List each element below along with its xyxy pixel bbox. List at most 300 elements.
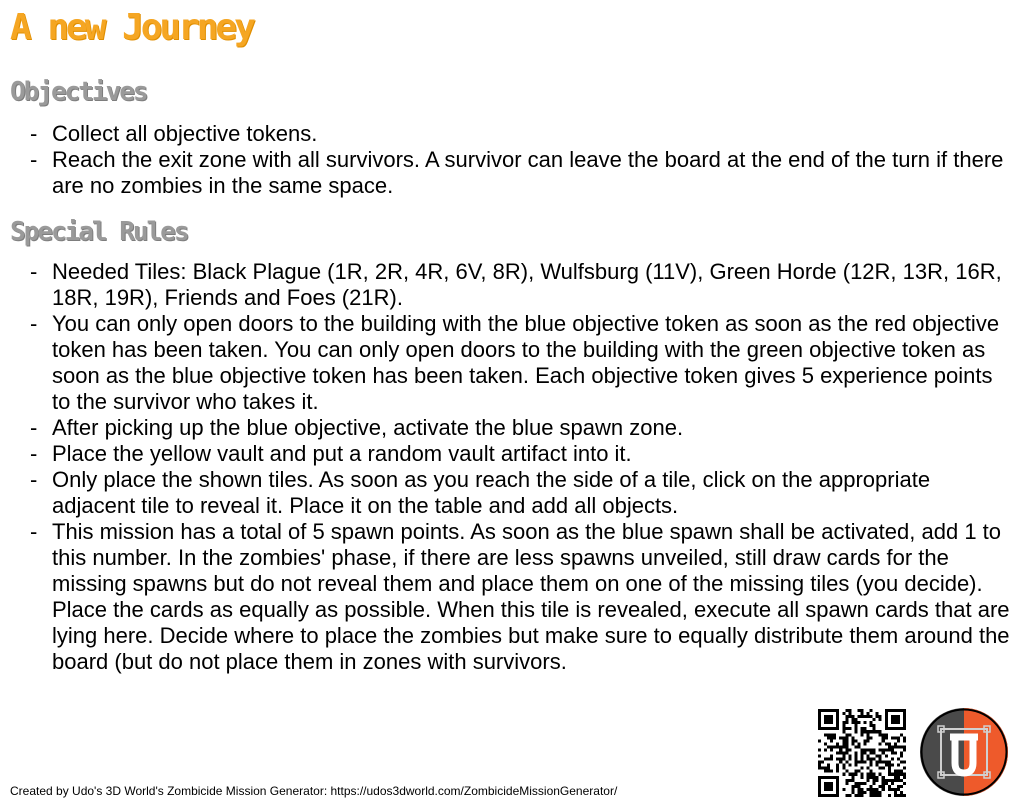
qr-module (848, 709, 851, 712)
qr-module (857, 782, 860, 785)
qr-module (833, 727, 836, 730)
qr-module (879, 758, 882, 761)
qr-module (873, 794, 876, 797)
qr-module (903, 773, 906, 776)
qr-module (885, 748, 888, 751)
qr-module (897, 788, 900, 791)
qr-module (882, 785, 885, 788)
qr-module (894, 736, 897, 739)
qr-module (854, 794, 857, 797)
qr-module (845, 761, 848, 764)
qr-module (836, 742, 839, 745)
qr-module (873, 730, 876, 733)
qr-module (864, 739, 867, 742)
qr-module (882, 788, 885, 791)
qr-module (882, 733, 885, 736)
qr-module (900, 745, 903, 748)
qr-module (851, 718, 854, 721)
qr-module (857, 709, 860, 712)
objective-text: Reach the exit zone with all survivors. A survivor can leave the board at the end of the turn if there are no zombies in the same space. (52, 147, 1004, 198)
qr-module (903, 721, 906, 724)
qr-module (897, 745, 900, 748)
qr-module (818, 718, 821, 721)
qr-module (900, 733, 903, 736)
qr-module (897, 727, 900, 730)
bullet-dash: - (30, 415, 38, 440)
qr-module (860, 712, 863, 715)
qr-module (885, 742, 888, 745)
qr-module (885, 782, 888, 785)
qr-module (854, 730, 857, 733)
qr-module (888, 785, 891, 788)
qr-module (876, 712, 879, 715)
qr-module (876, 715, 879, 718)
qr-module (818, 727, 821, 730)
qr-module (864, 742, 867, 745)
list-item (0, 467, 1010, 519)
qr-module (836, 776, 839, 779)
qr-module (818, 785, 821, 788)
bullet-dash: - (30, 519, 38, 544)
qr-module (867, 712, 870, 715)
qr-module (854, 770, 857, 773)
qr-module (888, 742, 891, 745)
qr-module (860, 794, 863, 797)
qr-module (860, 791, 863, 794)
qr-module (824, 788, 827, 791)
qr-module (836, 721, 839, 724)
qr-module (891, 773, 894, 776)
qr-module (876, 794, 879, 797)
qr-module (824, 785, 827, 788)
qr-module (873, 773, 876, 776)
qr-module (879, 748, 882, 751)
qr-module (900, 794, 903, 797)
qr-module (845, 748, 848, 751)
qr-module (894, 770, 897, 773)
qr-module (848, 779, 851, 782)
qr-module (845, 742, 848, 745)
qr-module (824, 770, 827, 773)
qr-module (885, 721, 888, 724)
qr-module (836, 751, 839, 754)
special-rules-list (0, 259, 1010, 675)
qr-module (864, 761, 867, 764)
rule-text: Only place the shown tiles. As soon as you reach the side of a tile, click on the appropriate adjacent tile to reveal it. Place it on the table and add all objects. (52, 467, 931, 518)
qr-module (903, 739, 906, 742)
qr-module (870, 724, 873, 727)
udos-logo-icon[interactable] (919, 707, 1009, 797)
qr-module (818, 794, 821, 797)
qr-module (873, 776, 876, 779)
qr-module (842, 758, 845, 761)
qr-module (897, 736, 900, 739)
qr-module (879, 733, 882, 736)
qr-module (888, 779, 891, 782)
qr-module (845, 794, 848, 797)
qr-module (903, 794, 906, 797)
qr-module (818, 724, 821, 727)
qr-module (848, 758, 851, 761)
qr-module (836, 782, 839, 785)
qr-module (903, 736, 906, 739)
qr-module (842, 736, 845, 739)
qr-module (836, 715, 839, 718)
qr-module (876, 755, 879, 758)
qr-module (900, 727, 903, 730)
list-item (0, 259, 1010, 311)
qr-module (836, 767, 839, 770)
qr-module (864, 782, 867, 785)
qr-module (876, 764, 879, 767)
qr-module (860, 767, 863, 770)
qr-module (839, 748, 842, 751)
qr-module (879, 715, 882, 718)
qr-module (900, 770, 903, 773)
qr-module (867, 755, 870, 758)
qr-module (894, 727, 897, 730)
qr-module (839, 758, 842, 761)
qr-module (885, 736, 888, 739)
qr-module (900, 755, 903, 758)
qr-module (860, 776, 863, 779)
qr-module (873, 724, 876, 727)
qr-module (885, 761, 888, 764)
qr-module (848, 764, 851, 767)
rule-text: Needed Tiles: Black Plague (1R, 2R, 4R, 6V, 8R), Wulfsburg (11V), Green Horde (12R, 13R, 16R, 18R, 19R), Friends and Foes (21R). (52, 259, 1002, 310)
qr-module (845, 709, 848, 712)
qr-module (891, 745, 894, 748)
rule-text: This mission has a total of 5 spawn points. As soon as the blue spawn shall be activated, add 1 to this number. In the zombies' phase, if there are less spawns unveiled, still draw cards for the missing spawns but do not reveal them and place them on one of the missing tiles (you decide). Place the cards as equally as possible. When this tile is revealed, execute all spawn cards that are lying here. Decide where to place the zombies but make sure to equally distribute them around the board (but do not place them in zones with survivors. (52, 519, 1010, 674)
qr-module (821, 767, 824, 770)
qr-module (897, 758, 900, 761)
qr-module (870, 715, 873, 718)
qr-module (873, 782, 876, 785)
qr-module (854, 758, 857, 761)
qr-module (888, 748, 891, 751)
qr-module (845, 721, 848, 724)
qr-module (824, 709, 827, 712)
qr-module (833, 794, 836, 797)
qr-module (891, 764, 894, 767)
qr-module (885, 712, 888, 715)
qr-module (839, 751, 842, 754)
qr-module (818, 782, 821, 785)
bullet-dash: - (30, 147, 38, 172)
list-item (0, 311, 1010, 415)
qr-module (885, 715, 888, 718)
qr-module (891, 751, 894, 754)
qr-module (824, 794, 827, 797)
qr-module (870, 758, 873, 761)
qr-module (836, 758, 839, 761)
qr-module (903, 745, 906, 748)
qr-module (842, 727, 845, 730)
qr-module (860, 755, 863, 758)
qr-module (894, 779, 897, 782)
qr-module (900, 761, 903, 764)
qr-module (851, 736, 854, 739)
qr-module (857, 761, 860, 764)
qr-module (836, 745, 839, 748)
qr-module (903, 761, 906, 764)
qr-module (857, 770, 860, 773)
qr-module (891, 758, 894, 761)
qr-module (830, 736, 833, 739)
qr-module (827, 794, 830, 797)
qr-module (870, 776, 873, 779)
qr-module (818, 739, 821, 742)
qr-module (882, 782, 885, 785)
qr-module (827, 709, 830, 712)
qr-module (839, 761, 842, 764)
qr-module (851, 788, 854, 791)
qr-module (824, 715, 827, 718)
qr-module (894, 715, 897, 718)
qr-module (860, 782, 863, 785)
qr-module (845, 715, 848, 718)
list-item (0, 415, 1010, 441)
qr-module (867, 739, 870, 742)
qr-module (882, 736, 885, 739)
qr-module (891, 718, 894, 721)
qr-module (885, 733, 888, 736)
rule-text: Place the yellow vault and put a random vault artifact into it. (52, 441, 632, 466)
qr-module (879, 761, 882, 764)
qr-module (864, 730, 867, 733)
qr-module (830, 770, 833, 773)
qr-module (888, 767, 891, 770)
qr-module (845, 770, 848, 773)
qr-module (833, 733, 836, 736)
qr-module (867, 788, 870, 791)
qr-module (870, 785, 873, 788)
qr-module (845, 739, 848, 742)
qr-module (864, 715, 867, 718)
qr-module (854, 724, 857, 727)
qr-module (836, 724, 839, 727)
qr-module (836, 709, 839, 712)
qr-module (879, 730, 882, 733)
qr-module (864, 748, 867, 751)
qr-module (845, 751, 848, 754)
qr-module (830, 785, 833, 788)
qr-module (864, 791, 867, 794)
qr-module (836, 770, 839, 773)
qr-module (836, 764, 839, 767)
rule-text: You can only open doors to the building with the blue objective token as soon as the red objective token has been taken. You can only open doors to the building with the green objective token as soon as the blue objective token has been taken. Each objective token gives 5 experience points to the survivor who takes it. (52, 311, 1000, 414)
qr-module (851, 785, 854, 788)
qr-module (854, 751, 857, 754)
objective-text: Collect all objective tokens. (52, 121, 318, 146)
qr-module (830, 727, 833, 730)
qr-module (824, 758, 827, 761)
qr-module (824, 748, 827, 751)
bullet-dash: - (30, 259, 38, 284)
qr-module (818, 755, 821, 758)
qr-module (891, 721, 894, 724)
qr-module (848, 748, 851, 751)
qr-module (894, 721, 897, 724)
list-item (0, 147, 1010, 199)
qr-module (845, 718, 848, 721)
qr-module (857, 721, 860, 724)
qr-module (870, 764, 873, 767)
qr-module (891, 748, 894, 751)
qr-module (842, 788, 845, 791)
qr-module (851, 791, 854, 794)
qr-module (860, 730, 863, 733)
qr-module (900, 785, 903, 788)
qr-module (830, 718, 833, 721)
qr-module (888, 794, 891, 797)
qr-module (897, 718, 900, 721)
qr-module (851, 739, 854, 742)
qr-module (818, 779, 821, 782)
qr-module (836, 788, 839, 791)
qr-module (860, 758, 863, 761)
qr-module (824, 727, 827, 730)
qr-module (870, 730, 873, 733)
qr-module (891, 727, 894, 730)
qr-module (891, 715, 894, 718)
qr-module (870, 788, 873, 791)
qr-module (827, 782, 830, 785)
qr-module (891, 782, 894, 785)
qr-module (894, 788, 897, 791)
qr-module (894, 751, 897, 754)
qr-module (857, 715, 860, 718)
bullet-dash: - (30, 121, 38, 146)
qr-module (854, 739, 857, 742)
qr-module (818, 767, 821, 770)
qr-module (830, 739, 833, 742)
qr-module (830, 745, 833, 748)
qr-module (836, 779, 839, 782)
qr-module (860, 727, 863, 730)
qr-module (830, 721, 833, 724)
qr-module (876, 761, 879, 764)
qr-module (897, 785, 900, 788)
qr-module (836, 718, 839, 721)
qr-module (897, 794, 900, 797)
qr-module (839, 736, 842, 739)
qr-module (839, 745, 842, 748)
qr-module (876, 776, 879, 779)
qr-module (845, 727, 848, 730)
qr-module (842, 739, 845, 742)
qr-module (818, 764, 821, 767)
qr-module (885, 724, 888, 727)
qr-module (830, 788, 833, 791)
qr-module (824, 742, 827, 745)
qr-module (900, 709, 903, 712)
qr-module (833, 776, 836, 779)
qr-module (854, 782, 857, 785)
qr-module (857, 742, 860, 745)
qr-module (860, 748, 863, 751)
qr-module (854, 718, 857, 721)
qr-module (867, 776, 870, 779)
qr-module (827, 727, 830, 730)
qr-module (845, 733, 848, 736)
qr-module (879, 773, 882, 776)
qr-module (900, 791, 903, 794)
qr-module (897, 773, 900, 776)
qr-module (827, 721, 830, 724)
qr-module (830, 782, 833, 785)
qr-module (821, 709, 824, 712)
qr-module (818, 712, 821, 715)
qr-module (851, 721, 854, 724)
qr-module (854, 745, 857, 748)
qr-module (879, 791, 882, 794)
qr-module (864, 727, 867, 730)
qr-module (830, 748, 833, 751)
qr-module (903, 782, 906, 785)
qr-module (845, 745, 848, 748)
qr-module (842, 742, 845, 745)
qr-module (867, 733, 870, 736)
qr-module (860, 733, 863, 736)
qr-module (827, 767, 830, 770)
qr-module (879, 794, 882, 797)
qr-module (833, 709, 836, 712)
qr-module (891, 788, 894, 791)
qr-module (827, 745, 830, 748)
qr-module (882, 751, 885, 754)
qr-module (870, 770, 873, 773)
qr-module (860, 761, 863, 764)
qr-module (830, 758, 833, 761)
qr-module (818, 761, 821, 764)
qr-module (873, 758, 876, 761)
qr-module (818, 748, 821, 751)
qr-module (903, 776, 906, 779)
qr-module (870, 709, 873, 712)
qr-module (882, 761, 885, 764)
qr-module (845, 779, 848, 782)
qr-module (888, 764, 891, 767)
qr-module (897, 776, 900, 779)
qr-code[interactable] (818, 709, 906, 797)
qr-module (867, 773, 870, 776)
qr-module (891, 736, 894, 739)
list-item (0, 519, 1010, 675)
qr-module (870, 736, 873, 739)
qr-module (903, 748, 906, 751)
qr-module (894, 794, 897, 797)
qr-module (860, 709, 863, 712)
bullet-dash: - (30, 467, 38, 492)
qr-module (827, 758, 830, 761)
qr-module (857, 788, 860, 791)
qr-module (885, 764, 888, 767)
qr-module (821, 776, 824, 779)
qr-module (882, 767, 885, 770)
qr-module (836, 785, 839, 788)
qr-module (903, 709, 906, 712)
qr-module (848, 794, 851, 797)
qr-module (897, 715, 900, 718)
qr-module (827, 776, 830, 779)
qr-module (830, 733, 833, 736)
qr-module (900, 773, 903, 776)
qr-module (827, 764, 830, 767)
qr-module (888, 773, 891, 776)
qr-module (867, 730, 870, 733)
qr-module (870, 761, 873, 764)
